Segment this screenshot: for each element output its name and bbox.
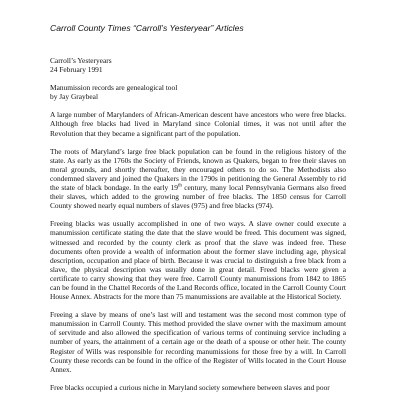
article-byline: by Jay Graybeal (50, 92, 99, 102)
paragraph-4: Freeing a slave by means of one’s last will and testament was the second most common type of manumission in Carroll County. This method provided the slave owner with the maximum amount of servitude and also allowed the specification of various terms of continuing service including a number of years, the attainment of a certain age or the death of a spouse or other heir. The county Register of Wills was responsible for recording manumissions for those free by a will. In Carroll County these records can be found in the office of the Register of Wills located in the Court House Annex. (50, 310, 346, 374)
ordinal-suffix: th (177, 183, 182, 189)
document-heading: Carroll County Times “Carroll’s Yesteryear” Articles (50, 23, 244, 33)
paragraph-5: Free blacks occupied a curious niche in Maryland society somewhere between slaves and poor (50, 382, 330, 392)
paragraph-3: Freeing blacks was usually accomplished in one of two ways. A slave owner could execute a manumission certificate stating the date that the slave would be freed. This document was signed, witnessed and recorded by the county clerk as proof that the slave was indeed free. These documents often provide a wealth of information about the former slave including age, physical description, occupation and place of birth. Because it was crucial to distinguish a free black from a slave, the physical description was usually done in great detail. Freed blacks were given a certificate to carry showing that they were free. Carroll County manumissions from 1842 to 1865 can be found in the Chattel Records of the Land Records office, located in the Carroll County Court House Annex. Abstracts for the more than 75 manumissions are available at the Historical Society. (50, 219, 346, 302)
paragraph-2 (50, 147, 346, 211)
article-date: 24 February 1991 (50, 65, 103, 75)
article-title: Manumission records are genealogical tool (50, 83, 178, 93)
paragraph-2-text-b: century, many local Pennsylvania Germans also freed their slaves, which added to the growing number of free blacks. The 1850 census for Carroll County showed nearly equal numbers of slaves (975) and free blacks (974). (50, 183, 346, 211)
article-body (50, 56, 346, 392)
column-name: Carroll’s Yesteryears (50, 56, 112, 65)
paragraph-2-text-a: The roots of Maryland’s large free black population can be found in the religious history of the state. As early as the 1760s the Society of Friends, known as Quakers, began to free their slaves on moral grounds, and shortly thereafter, they encouraged others to do so. The Methodists also condemned slavery and joined the Quakers in the 1790s in petitioning the General Assembly to rid the state of black bondage. In the early 19 (50, 146, 346, 193)
paragraph-1: A large number of Marylanders of African-American descent have ancestors who were free blacks. Although free blacks had lived in Maryland since Colonial times, it was not until after the Revolution that they became a significant part of the population. (50, 110, 346, 138)
